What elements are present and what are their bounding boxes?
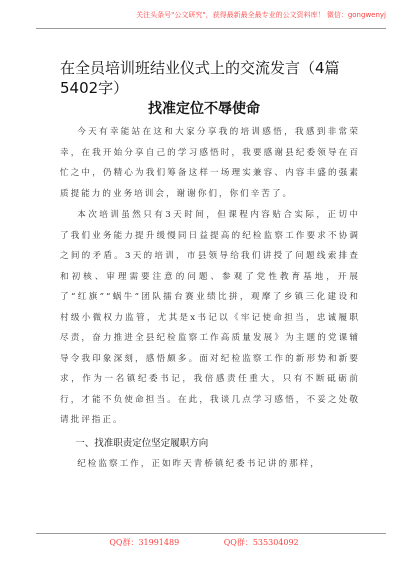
document-title: 在全员培训班结业仪式上的交流发言（4篇5402字） bbox=[60, 59, 340, 97]
header-divider bbox=[36, 28, 386, 29]
document-subtitle: 找准定位不辱使命 bbox=[148, 101, 260, 117]
header-banner: 关注头条号"公文研究"，获得最新最全最专业的公文资料库！ 微信：gongwenyj bbox=[136, 11, 386, 19]
paragraph-2: 本次培训虽然只有3天时间，但课程内容贴合实际，正切中了我们业务能力提升缓慢同日益提高的纪检监察工作要求不协调之间的矛盾。3天的培训，市县领导给我们讲授了问题线索排查和初核、审理需要注意的问题、参观了党性教育基地，开展了“红旗”“蜗牛”团队擂台赛业绩比拼，观摩了乡镇三化建设和村级小微权力监管，尤其是x书记以《牢记使命担当，忠诚履职尽责，奋力推进全县纪检监察工作高质量发展》为主题的党课辅导令我印象深刻，感悟颇多。面对纪检监察工作的新形势和新要求，作为一名镇纪委书记，我倍感责任重大，只有不断砥砺前行，才能不负使命担当。在此，我谈几点学习感悟，不妥之处敬请批评指正。 bbox=[60, 210, 360, 425]
paragraph-1: 今天有幸能站在这和大家分享我的培训感悟，我感到非常荣幸，在我开始分享自己的学习感悟时，我要感谢县纪委领导在百忙之中，仍精心为我们筹备这样一场理实兼容、内容丰盛的强素质提能力的业务培训会，谢谢你们，你们辛苦了。 bbox=[60, 127, 360, 199]
footer bbox=[0, 537, 408, 548]
paragraph-3: 纪检监察工作，正如昨天青桥镇纪委书记讲的那样， bbox=[77, 458, 321, 469]
footer-divider bbox=[36, 533, 386, 534]
document-body bbox=[60, 122, 360, 474]
footer-qq-group-2: QQ群：535304092 bbox=[223, 538, 299, 547]
section-heading-1: 一、找准职责定位坚定履职方向 bbox=[75, 437, 209, 449]
footer-qq-group-1: QQ群：31991489 bbox=[109, 538, 180, 547]
